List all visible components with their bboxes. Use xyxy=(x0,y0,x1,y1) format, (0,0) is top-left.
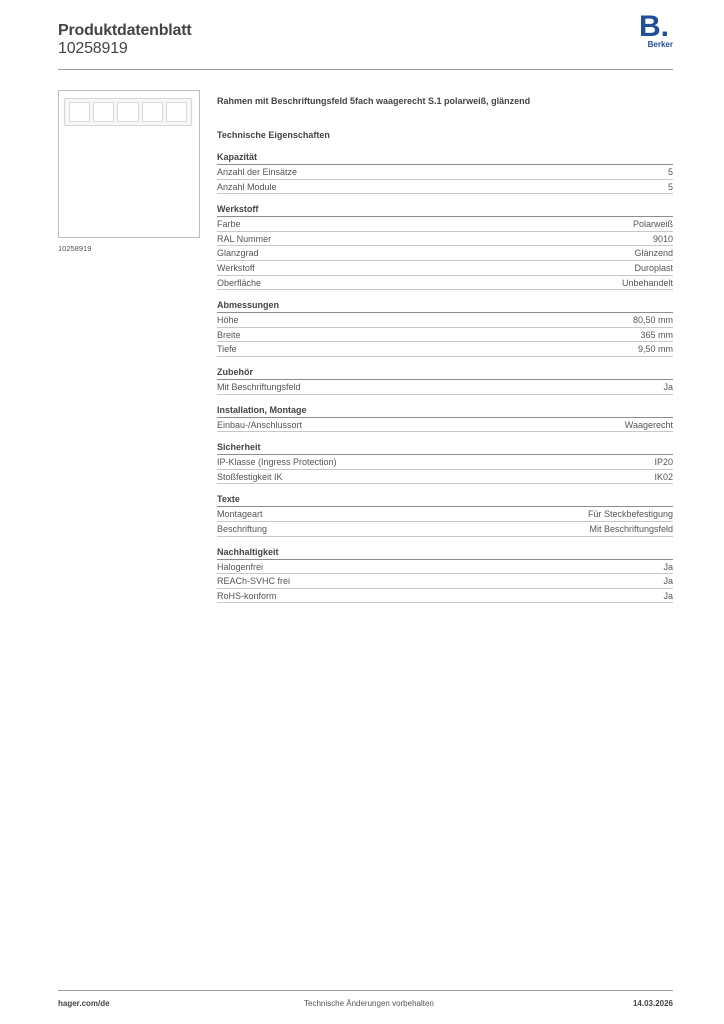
frame-cell xyxy=(166,102,187,122)
property-value: Ja xyxy=(663,381,673,392)
property-label: Höhe xyxy=(217,315,239,326)
section-title: Abmessungen xyxy=(217,300,673,313)
property-label: Werkstoff xyxy=(217,262,255,273)
property-label: Beschriftung xyxy=(217,523,268,534)
property-row xyxy=(217,522,673,537)
property-value: IK02 xyxy=(654,471,673,482)
section-title: Werkstoff xyxy=(217,204,673,217)
frame-cell xyxy=(93,102,114,122)
property-label: Halogenfrei xyxy=(217,561,264,572)
image-caption: 10258919 xyxy=(58,244,92,253)
footer-date: 14.03.2026 xyxy=(632,999,673,1008)
property-row xyxy=(217,470,673,485)
frame-illustration xyxy=(64,98,192,126)
property-label: RoHS-konform xyxy=(217,590,277,601)
property-value: Unbehandelt xyxy=(621,277,673,288)
property-label: Glanzgrad xyxy=(217,248,259,259)
frame-cell xyxy=(69,102,90,122)
section xyxy=(217,367,673,395)
property-row xyxy=(217,180,673,195)
property-value: Ja xyxy=(663,561,673,572)
property-label: Montageart xyxy=(217,509,263,520)
property-label: RAL Nummer xyxy=(217,233,272,244)
page-header xyxy=(58,10,673,70)
property-row xyxy=(217,328,673,343)
document-title: Produktdatenblatt xyxy=(58,22,192,39)
section xyxy=(217,442,673,484)
frame-cell xyxy=(142,102,163,122)
property-row xyxy=(217,165,673,180)
section xyxy=(217,152,673,194)
product-data xyxy=(217,96,673,603)
tech-properties-heading: Technische Eigenschaften xyxy=(217,130,330,140)
property-label: Oberfläche xyxy=(217,277,262,288)
section xyxy=(217,494,673,536)
product-title: Rahmen mit Beschriftungsfeld 5fach waagerecht S.1 polarweiß, glänzend xyxy=(217,96,531,106)
property-value: 365 mm xyxy=(640,329,673,340)
property-label: Farbe xyxy=(217,219,241,230)
property-row xyxy=(217,380,673,395)
property-row xyxy=(217,342,673,357)
section-title: Texte xyxy=(217,494,673,507)
property-row xyxy=(217,560,673,575)
property-value: Waagerecht xyxy=(624,419,673,430)
property-value: 5 xyxy=(667,181,673,192)
property-value: Ja xyxy=(663,590,673,601)
property-label: REACh-SVHC frei xyxy=(217,576,291,587)
section-title: Zubehör xyxy=(217,367,673,380)
property-sections xyxy=(217,152,673,603)
section xyxy=(217,405,673,433)
property-row xyxy=(217,574,673,589)
footer-notice: Technische Änderungen vorbehalten xyxy=(304,999,434,1008)
property-row xyxy=(217,455,673,470)
logo-text: Berker xyxy=(647,40,673,49)
footer-website: hager.com/de xyxy=(58,999,110,1008)
section xyxy=(217,204,673,290)
property-value: 5 xyxy=(667,167,673,177)
section-title: Nachhaltigkeit xyxy=(217,547,673,560)
property-label: Tiefe xyxy=(217,344,237,355)
property-label: Mit Beschriftungsfeld xyxy=(217,381,301,392)
property-value: Polarweiß xyxy=(632,219,673,230)
property-value: 80,50 mm xyxy=(632,315,673,326)
property-row xyxy=(217,418,673,433)
property-value: 9010 xyxy=(652,233,673,244)
property-row xyxy=(217,261,673,276)
logo-letter: B. xyxy=(639,10,669,43)
property-row xyxy=(217,246,673,261)
property-row xyxy=(217,232,673,247)
property-label: Anzahl Module xyxy=(217,181,277,192)
property-value: IP20 xyxy=(654,457,673,468)
property-label: Breite xyxy=(217,329,241,340)
section-title: Installation, Montage xyxy=(217,405,673,418)
property-row xyxy=(217,589,673,604)
section-title: Kapazität xyxy=(217,152,673,165)
property-value: 9,50 mm xyxy=(637,344,673,355)
document-number: 10258919 xyxy=(58,40,128,57)
property-value: Duroplast xyxy=(634,262,673,273)
frame-cell xyxy=(117,102,138,122)
property-row xyxy=(217,507,673,522)
berker-logo xyxy=(639,10,673,56)
property-label: Einbau-/Anschlussort xyxy=(217,419,303,430)
property-value: Für Steckbefestigung xyxy=(587,509,673,520)
property-label: IP-Klasse (Ingress Protection) xyxy=(217,457,337,468)
product-image xyxy=(58,90,200,238)
property-value: Mit Beschriftungsfeld xyxy=(589,523,673,534)
property-label: Anzahl der Einsätze xyxy=(217,167,298,177)
property-row xyxy=(217,276,673,291)
property-row xyxy=(217,217,673,232)
section-title: Sicherheit xyxy=(217,442,673,455)
property-row xyxy=(217,313,673,328)
section xyxy=(217,300,673,357)
section xyxy=(217,547,673,604)
page-footer xyxy=(58,990,673,1010)
property-value: Ja xyxy=(663,576,673,587)
property-value: Glänzend xyxy=(634,248,673,259)
property-label: Stoßfestigkeit IK xyxy=(217,471,283,482)
